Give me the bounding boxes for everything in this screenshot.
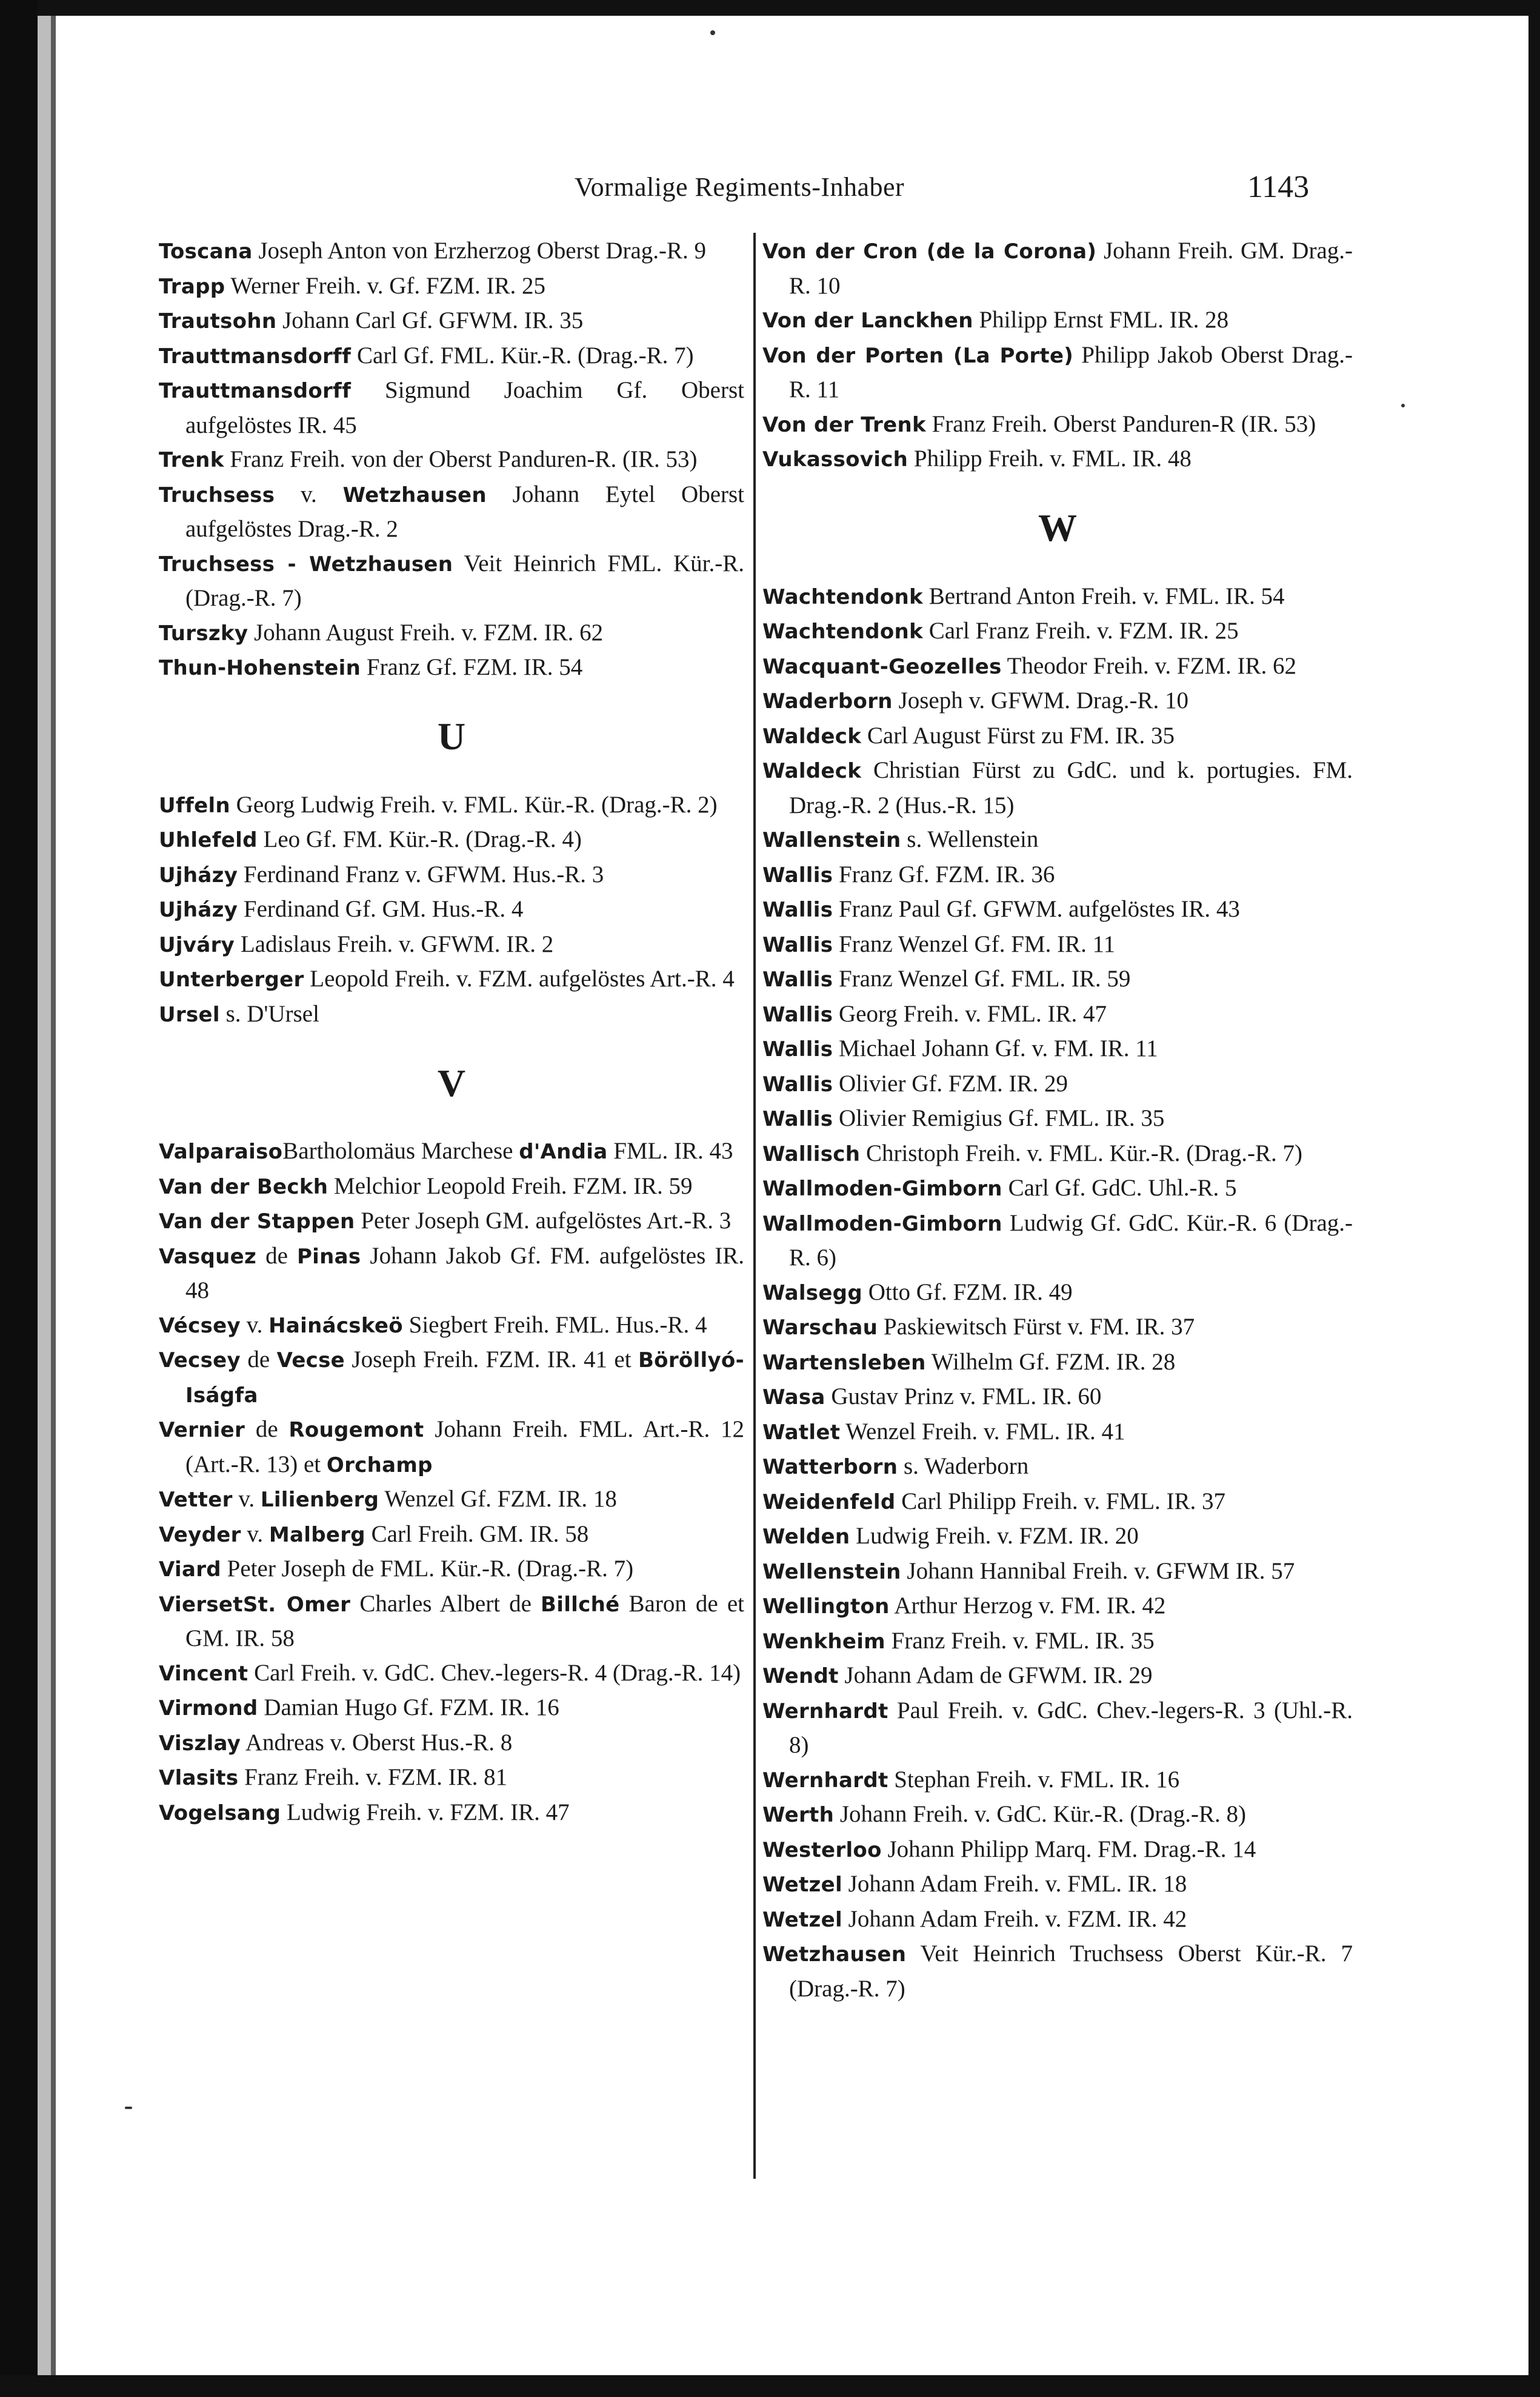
index-entry (762, 1937, 1353, 2006)
entry-text: Johann Freih. FML. Art.-R. 12 (Art.-R. 13) (185, 1416, 744, 1477)
entry-name: Wetzhausen (762, 1942, 907, 1967)
entry-text: FML. IR. 43 (607, 1138, 733, 1164)
entry-text: Bertrand Anton Freih. v. FML. IR. 54 (922, 583, 1285, 609)
entry-text: Veit Heinrich FML. Kür.-R. (Drag.-R. 7) (185, 550, 744, 611)
entry-text: Georg Freih. v. FML. IR. 47 (833, 1000, 1107, 1027)
entry-text: Carl Gf. GdC. Uhl.-R. 5 (1002, 1175, 1237, 1201)
entry-name: Pinas (296, 1244, 361, 1269)
index-entry (762, 823, 1353, 858)
index-entry (159, 1691, 744, 1726)
index-entry (159, 304, 744, 339)
entry-name: Virmond (159, 1696, 258, 1720)
index-entry (159, 339, 744, 374)
entry-text: v. (240, 1311, 269, 1338)
index-entry (159, 1482, 744, 1517)
entry-text: Bartholomäus Marchese (282, 1138, 519, 1164)
entry-name: Wellington (762, 1594, 890, 1619)
entry-name: Vetter (159, 1488, 233, 1512)
entry-name: Waderborn (762, 689, 893, 714)
entry-name: Von der Lanckhen (762, 309, 973, 333)
index-entry (159, 1239, 744, 1308)
index-entry (159, 650, 744, 686)
entry-text: Olivier Gf. FZM. IR. 29 (833, 1070, 1068, 1097)
entry-name: Vierset (159, 1592, 243, 1617)
entry-text: Stephan Freih. v. FML. IR. 16 (888, 1766, 1180, 1793)
entry-text: Franz Freih. Oberst Panduren-R (IR. 53) (925, 410, 1316, 437)
index-entry (159, 928, 744, 963)
index-entry (762, 234, 1353, 303)
entry-text: Franz Gf. FZM. IR. 36 (833, 861, 1055, 888)
index-entry (762, 442, 1353, 477)
entry-name: Wartensleben (762, 1350, 926, 1375)
entry-name: Viszlay (159, 1731, 241, 1756)
entry-name: Wallis (762, 1072, 833, 1097)
entry-text: Johann Adam de GFWM. IR. 29 (838, 1662, 1153, 1688)
entry-text: Georg Ludwig Freih. v. FML. Kür.-R. (Drag.-R. 2) (230, 791, 718, 818)
entry-text: Franz Freih. v. FZM. IR. 81 (238, 1764, 508, 1790)
entry-text: Veit Heinrich Truchsess Oberst Kür.-R. 7 (Drag.-R. 7) (789, 1941, 1353, 2002)
scan-border-right (1528, 0, 1540, 2397)
index-entry (159, 1308, 744, 1343)
entry-name: Wetzel (762, 1873, 842, 1897)
index-entry (159, 1134, 744, 1169)
section-gap (762, 545, 1353, 580)
entry-name: Truchsess - Wetzhausen (159, 552, 453, 577)
entry-text: Johann August Freih. v. FZM. IR. 62 (248, 619, 604, 646)
entry-text: Wenzel Gf. FZM. IR. 18 (379, 1486, 617, 1512)
entry-text: Charles Albert de (350, 1590, 541, 1617)
entry-name: Orchamp (326, 1453, 433, 1477)
entry-name: Viard (159, 1557, 221, 1582)
index-entry (762, 1206, 1353, 1275)
index-entry (762, 338, 1353, 407)
entry-name: Welden (762, 1525, 850, 1549)
section-letter-w: W (1038, 506, 1077, 549)
entry-name: Wernhardt (762, 1768, 888, 1793)
entry-text: Ferdinand Franz v. GFWM. Hus.-R. 3 (238, 861, 604, 888)
entry-text: Andreas v. Oberst Hus.-R. 8 (241, 1729, 513, 1756)
index-entry (762, 1624, 1353, 1659)
entry-text: de (256, 1242, 297, 1269)
entry-name: Wacquant-Geozelles (762, 654, 1002, 679)
entry-name: Vogelsang (159, 1800, 281, 1825)
entry-name: Waldeck (762, 724, 862, 749)
index-entry (159, 616, 744, 651)
entry-text: Carl August Fürst zu FM. IR. 35 (861, 722, 1175, 749)
entry-name: Van der Beckh (159, 1174, 328, 1199)
entry-name: Wachtendonk (762, 620, 923, 644)
entry-text: Wilhelm Gf. FZM. IR. 28 (925, 1348, 1176, 1375)
entry-text: Johann Hannibal Freih. v. GFWM IR. 57 (901, 1557, 1295, 1584)
entry-text: Johann Freih. v. GdC. Kür.-R. (Drag.-R. 8) (834, 1801, 1246, 1827)
entry-name: Billché (541, 1592, 620, 1617)
entry-text: et (298, 1451, 327, 1477)
entry-name: Watterborn (762, 1455, 898, 1479)
entry-text: Philipp Freih. v. FML. IR. 48 (908, 446, 1192, 472)
entry-text: Franz Paul Gf. GFWM. aufgelöstes IR. 43 (833, 896, 1240, 922)
entry-name: d'Andia (519, 1140, 608, 1164)
entry-name: Uffeln (159, 793, 230, 818)
index-entry (159, 1517, 744, 1553)
index-entry (159, 997, 744, 1032)
entry-name: Wenkheim (762, 1629, 885, 1654)
entry-text: Franz Freih. von der Oberst Panduren-R. (IR. 53) (224, 446, 698, 472)
entry-name: Ujházy (159, 898, 238, 922)
left-column (159, 234, 744, 1830)
section-gap (159, 754, 744, 788)
entry-text: Peter Joseph de FML. Kür.-R. (Drag.-R. 7) (221, 1556, 634, 1582)
entry-name: Wallenstein (762, 828, 901, 852)
entry-name: Trapp (159, 274, 225, 299)
entry-name: Vécsey (159, 1313, 241, 1338)
entry-text: Johann Philipp Marq. FM. Drag.-R. 14 (881, 1836, 1256, 1862)
entry-text: Peter Joseph GM. aufgelöstes Art.-R. 3 (355, 1208, 732, 1234)
entry-text: Joseph Anton von Erzherzog Oberst Drag.-R. 9 (252, 238, 707, 264)
entry-name: Wellenstein (762, 1559, 901, 1584)
index-entry (762, 928, 1353, 963)
entry-name: Trautsohn (159, 309, 277, 333)
entry-text: v. (232, 1486, 261, 1512)
entry-name: Wallis (762, 1002, 833, 1027)
entry-name: Warschau (762, 1316, 878, 1340)
index-entry (762, 997, 1353, 1032)
index-entry (159, 823, 744, 858)
index-entry (159, 1169, 744, 1205)
section-letter-u: U (437, 715, 466, 758)
entry-text: Carl Gf. FML. Kür.-R. (Drag.-R. 7) (351, 342, 694, 369)
index-entry (159, 478, 744, 547)
entry-text: Franz Wenzel Gf. FML. IR. 59 (833, 966, 1131, 992)
entry-text: et GM. IR. 58 (185, 1590, 744, 1651)
entry-name: Vasquez (159, 1244, 257, 1269)
entry-name: Wallis (762, 968, 833, 992)
entry-text: Damian Hugo Gf. FZM. IR. 16 (258, 1694, 559, 1720)
index-entry (762, 719, 1353, 754)
index-entry (159, 1552, 744, 1587)
index-entry (762, 1275, 1353, 1311)
entry-name: Vecse (276, 1348, 345, 1372)
scan-border-bottom (0, 2375, 1540, 2397)
entry-name: Vernier (159, 1418, 245, 1442)
index-entry (762, 1589, 1353, 1624)
entry-name: Wetzel (762, 1907, 842, 1932)
entry-name: Ursel (159, 1002, 220, 1027)
index-entry (762, 1554, 1353, 1590)
entry-text: Ludwig Freih. v. FZM. IR. 47 (281, 1799, 570, 1825)
index-entry (762, 1449, 1353, 1485)
entry-name: Uhlefeld (159, 828, 258, 852)
entry-text: Ludwig Gf. GdC. Kür.-R. 6 (Drag.-R. 6) (789, 1209, 1353, 1271)
index-entry (762, 1833, 1353, 1868)
entry-text: et (607, 1346, 638, 1372)
index-entry (159, 1760, 744, 1796)
index-entry (762, 580, 1353, 615)
entry-name: Vlasits (159, 1766, 239, 1790)
index-entry (159, 962, 744, 997)
entry-text: s. Wellenstein (901, 826, 1039, 852)
index-entry (159, 373, 744, 443)
entry-name: Trauttmansdorff (159, 344, 352, 369)
entry-name: Thun-Hohenstein (159, 656, 361, 680)
entry-text: Paul Freih. v. GdC. Chev.-legers-R. 3 (Uhl.-R. 8) (789, 1697, 1353, 1758)
entry-name: Turszky (159, 621, 248, 646)
entry-name: Wallis (762, 898, 833, 922)
index-entry (762, 1694, 1353, 1763)
entry-name: Wendt (762, 1664, 839, 1688)
index-entry (159, 788, 744, 823)
entry-name: Ujházy (159, 863, 238, 888)
entry-text: Johann Freih. GM. Drag.-R. 10 (789, 238, 1353, 299)
entry-text: de (240, 1346, 277, 1372)
index-entry (159, 1796, 744, 1831)
entry-name: Wernhardt (762, 1699, 888, 1723)
entry-text: Carl Freih. v. GdC. Chev.-legers-R. 4 (Drag.-R. 14) (248, 1659, 741, 1686)
index-entry (762, 1067, 1353, 1102)
entry-text: Theodor Freih. v. FZM. IR. 62 (1001, 652, 1297, 679)
section-letter-v: V (437, 1061, 466, 1105)
entry-text: Christoph Freih. v. FML. Kür.-R. (Drag.-R. 7) (860, 1140, 1302, 1166)
index-entry (762, 1902, 1353, 1937)
index-entry (159, 1656, 744, 1691)
entries-t (159, 234, 744, 686)
entry-text: Franz Freih. v. FML. IR. 35 (885, 1627, 1155, 1654)
entry-name: Von der Porten (La Porte) (762, 343, 1074, 368)
entry-text: Johann Jakob Gf. FM. aufgelöstes IR. 48 (185, 1242, 745, 1303)
entry-name: Trauttmansdorff (159, 379, 352, 403)
entry-text: Philipp Ernst FML. IR. 28 (973, 307, 1229, 333)
index-entry (762, 858, 1353, 893)
entry-name: Vincent (159, 1661, 248, 1686)
index-entry (159, 1343, 744, 1412)
entry-name: Malberg (268, 1522, 365, 1547)
index-entry (159, 547, 744, 616)
entry-text: Johann Adam Freih. v. FML. IR. 18 (842, 1871, 1187, 1897)
running-header-title: Vormalige Regiments-Inhaber (575, 172, 905, 202)
entry-text: Baron de (619, 1590, 727, 1617)
index-entry (762, 1415, 1353, 1450)
entry-name: Van der Stappen (159, 1209, 355, 1234)
column-divider (753, 233, 756, 2179)
entry-name: St. Omer (242, 1592, 351, 1617)
entry-text: Johann Carl Gf. GFWM. IR. 35 (276, 307, 584, 333)
entry-text: Joseph v. GFWM. Drag.-R. 10 (892, 687, 1188, 714)
entry-text: v. (275, 481, 343, 507)
entry-text: de (245, 1416, 289, 1442)
entry-text: Arthur Herzog v. FM. IR. 42 (889, 1593, 1166, 1619)
entry-name: Toscana (159, 239, 253, 264)
entry-name: Wasa (762, 1385, 825, 1409)
entry-name: Wetzhausen (342, 483, 487, 507)
scan-speck (1401, 404, 1405, 407)
index-entry (159, 892, 744, 928)
index-entry (762, 1102, 1353, 1137)
section-gap (159, 1100, 744, 1135)
index-entry (762, 962, 1353, 997)
entries-w (762, 580, 1353, 2007)
entry-name: Werth (762, 1803, 835, 1827)
index-entry (762, 1867, 1353, 1902)
scan-speck (125, 2107, 132, 2109)
index-entry (762, 1380, 1353, 1415)
entry-text: Carl Freih. GM. IR. 58 (365, 1520, 589, 1547)
entry-name: Wallis (762, 1107, 833, 1131)
entry-name: Wallisch (762, 1142, 861, 1166)
entry-name: Böröllyó-Iságfa (185, 1348, 744, 1408)
entries-v (159, 1134, 744, 1830)
entry-name: Wallmoden-Gimborn (762, 1177, 1002, 1201)
entry-text: Christian Fürst zu GdC. und k. portugies. FM. Drag.-R. 2 (Hus.-R. 15) (789, 757, 1353, 818)
entry-name: Vecsey (159, 1348, 241, 1372)
entry-name: Westerloo (762, 1837, 882, 1862)
entry-name: Waldeck (762, 759, 862, 783)
scan-border-left (0, 0, 38, 2397)
entry-text: Johann Eytel Oberst aufgelöstes Drag.-R. 2 (185, 481, 745, 542)
page-number: 1143 (1247, 170, 1310, 204)
index-entry (762, 1310, 1353, 1345)
entry-text: Carl Franz Freih. v. FZM. IR. 25 (922, 618, 1239, 644)
entry-text: Ferdinand Gf. GM. Hus.-R. 4 (238, 896, 524, 922)
entry-name: Weidenfeld (762, 1489, 896, 1514)
entry-name: Unterberger (159, 968, 304, 992)
index-entry (762, 1345, 1353, 1380)
entry-text: Ladislaus Freih. v. GFWM. IR. 2 (235, 931, 554, 957)
entry-name: Wallmoden-Gimborn (762, 1211, 1002, 1236)
entry-text: Ludwig Freih. v. FZM. IR. 20 (850, 1523, 1139, 1549)
index-entry (159, 1587, 744, 1656)
index-entry (159, 234, 744, 269)
entry-text: Gustav Prinz v. FML. IR. 60 (825, 1383, 1102, 1409)
entry-name: Ujváry (159, 932, 235, 957)
entry-name: Valparaiso (159, 1140, 283, 1164)
entry-text: s. Waderborn (898, 1453, 1029, 1479)
entry-name: Watlet (762, 1420, 841, 1445)
entry-name: Vukassovich (762, 447, 908, 472)
entry-text: Michael Johann Gf. v. FM. IR. 11 (833, 1035, 1158, 1061)
index-entry (762, 1797, 1353, 1833)
entry-text: Otto Gf. FZM. IR. 49 (862, 1279, 1073, 1305)
index-entry (762, 649, 1353, 684)
index-entry (159, 1726, 744, 1761)
entry-name: Rougemont (288, 1418, 424, 1442)
entries-u (159, 788, 744, 1032)
entry-text: Paskiewitsch Fürst v. FM. IR. 37 (878, 1314, 1195, 1340)
entry-text: Carl Philipp Freih. v. FML. IR. 37 (895, 1488, 1226, 1514)
entry-text: Siegbert Freih. FML. Hus.-R. 4 (402, 1311, 707, 1338)
index-entry (159, 269, 744, 304)
entry-name: Truchsess (159, 483, 275, 507)
entry-text: Leo Gf. FM. Kür.-R. (Drag.-R. 4) (257, 826, 582, 852)
scan-border-top (0, 0, 1540, 16)
entry-text: Leopold Freih. v. FZM. aufgelöstes Art.-R. 4 (304, 966, 735, 992)
index-entry (159, 1204, 744, 1239)
index-entry (159, 443, 744, 478)
entry-text: Joseph Freih. FZM. IR. 41 (345, 1346, 607, 1372)
entry-name: Von der Cron (de la Corona) (762, 239, 1097, 264)
index-entry (762, 1485, 1353, 1520)
entry-name: Wallis (762, 863, 833, 888)
entry-name: Von der Trenk (762, 412, 926, 437)
entry-name: Lilienberg (260, 1488, 379, 1512)
scan-speck (710, 30, 715, 35)
index-entry (762, 892, 1353, 928)
entry-text: Philipp Jakob Oberst Drag.-R. 11 (789, 341, 1353, 403)
scan-border-left-gray (38, 16, 51, 2397)
entry-name: Hainácskeö (268, 1313, 403, 1338)
index-entry (762, 1763, 1353, 1798)
entry-name: Wallis (762, 1037, 833, 1061)
entry-name: Trenk (159, 448, 224, 472)
entry-name: Wachtendonk (762, 584, 923, 609)
right-column (762, 234, 1353, 2006)
index-entry (762, 614, 1353, 649)
entries-v-cont (762, 234, 1353, 477)
entry-text: Olivier Remigius Gf. FML. IR. 35 (833, 1105, 1165, 1131)
entry-text: Sigmund Joachim Gf. Oberst aufgelöstes IR. 45 (185, 377, 744, 438)
index-entry (762, 684, 1353, 719)
entry-text: Franz Wenzel Gf. FM. IR. 11 (833, 931, 1116, 957)
index-entry (159, 1412, 744, 1482)
entry-text: v. (241, 1520, 269, 1547)
entry-text: Johann Adam Freih. v. FZM. IR. 42 (842, 1905, 1187, 1932)
index-entry (762, 1519, 1353, 1554)
index-entry (762, 407, 1353, 443)
entry-text: Franz Gf. FZM. IR. 54 (361, 654, 583, 680)
entry-name: Walsegg (762, 1280, 862, 1305)
index-entry (762, 1032, 1353, 1067)
index-entry (762, 1171, 1353, 1206)
entry-text: Wenzel Freih. v. FML. IR. 41 (840, 1418, 1125, 1445)
index-entry (762, 1137, 1353, 1172)
index-entry (762, 1659, 1353, 1694)
entry-name: Veyder (159, 1522, 241, 1547)
scan-border-left-line (51, 16, 56, 2397)
index-entry (762, 754, 1353, 823)
entry-text: s. D'Ursel (219, 1000, 319, 1027)
entry-name: Wallis (762, 932, 833, 957)
index-entry (159, 858, 744, 893)
entry-text: Werner Freih. v. Gf. FZM. IR. 25 (225, 272, 546, 299)
index-entry (762, 303, 1353, 338)
entry-text: Melchior Leopold Freih. FZM. IR. 59 (328, 1172, 693, 1199)
